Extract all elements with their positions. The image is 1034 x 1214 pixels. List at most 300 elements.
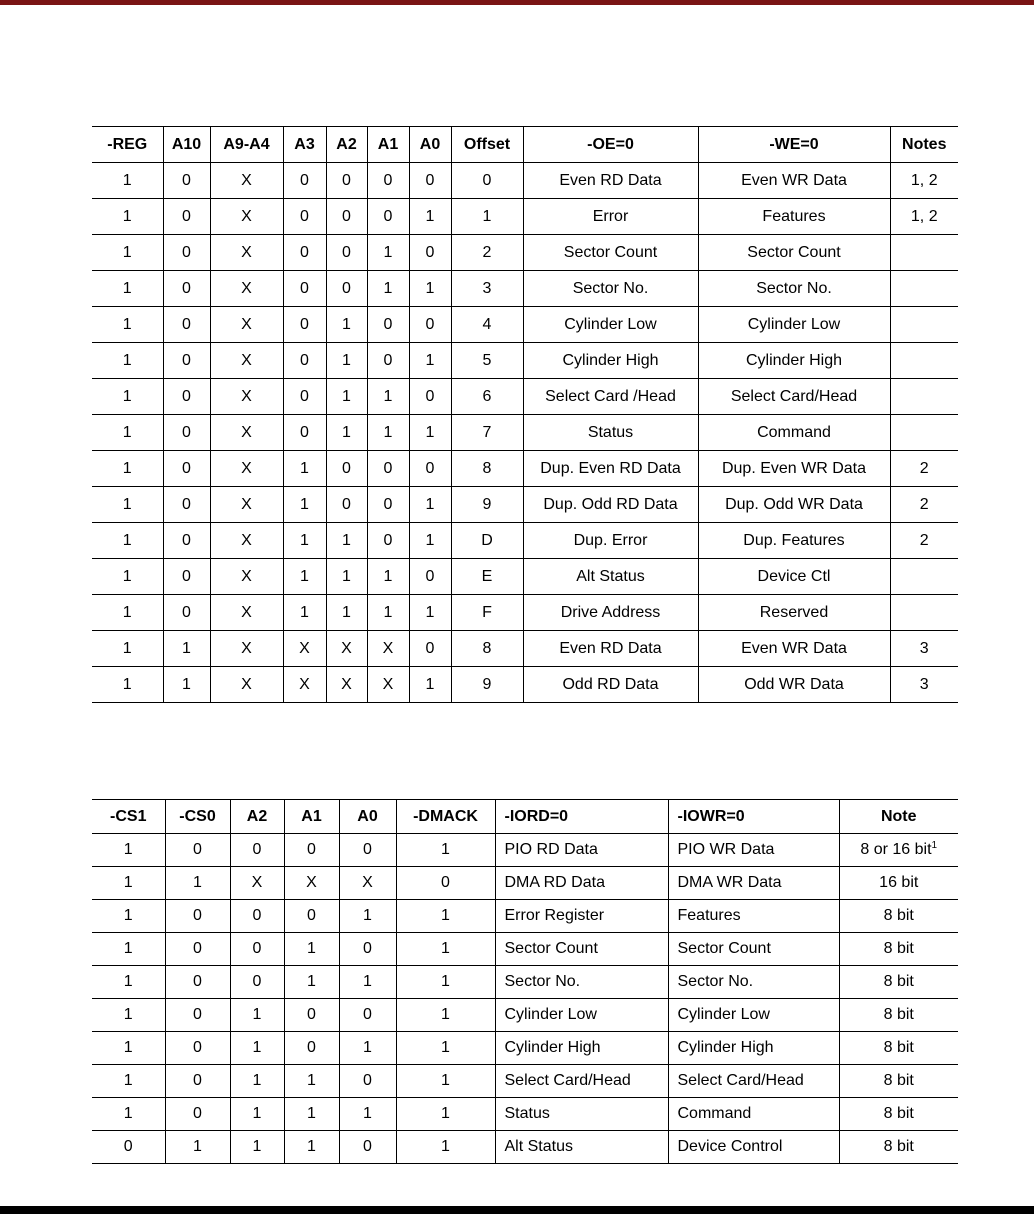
table-row bbox=[92, 1131, 958, 1164]
table-cell: Command bbox=[698, 415, 890, 451]
table-cell: X bbox=[210, 631, 283, 667]
table-cell: 1 bbox=[92, 966, 165, 999]
table-cell: 1 bbox=[92, 1098, 165, 1131]
table-cell bbox=[890, 343, 958, 379]
table-cell: 0 bbox=[367, 451, 409, 487]
table-cell: 0 bbox=[163, 415, 210, 451]
table-cell: X bbox=[210, 487, 283, 523]
table-cell: 2 bbox=[890, 523, 958, 559]
column-header: A2 bbox=[230, 800, 284, 834]
table-cell: Even RD Data bbox=[523, 163, 698, 199]
table-cell: X bbox=[367, 667, 409, 703]
table-cell: 1 bbox=[367, 595, 409, 631]
table-cell: 1 bbox=[326, 343, 367, 379]
table-cell: 1 bbox=[409, 595, 451, 631]
table-row bbox=[92, 667, 958, 703]
table-cell: 5 bbox=[451, 343, 523, 379]
table-cell: Cylinder Low bbox=[668, 999, 839, 1032]
table-cell: 3 bbox=[451, 271, 523, 307]
footnote-marker: 1 bbox=[931, 840, 938, 851]
table-cell: F bbox=[451, 595, 523, 631]
table-cell: X bbox=[210, 667, 283, 703]
table-cell: Cylinder High bbox=[698, 343, 890, 379]
table-cell: 1 bbox=[409, 667, 451, 703]
column-header: -WE=0 bbox=[698, 127, 890, 163]
table-cell: Features bbox=[668, 900, 839, 933]
table-row bbox=[92, 933, 958, 966]
bottom-rule bbox=[0, 1206, 1034, 1214]
table-cell: 1 bbox=[92, 379, 163, 415]
table-cell: 0 bbox=[283, 379, 326, 415]
table-cell: Dup. Even WR Data bbox=[698, 451, 890, 487]
table-cell: 0 bbox=[283, 343, 326, 379]
table-cell: 1 bbox=[92, 523, 163, 559]
table-header-row bbox=[92, 800, 958, 834]
table-cell: 0 bbox=[163, 199, 210, 235]
table-cell: 1 bbox=[283, 523, 326, 559]
table-cell: 0 bbox=[163, 523, 210, 559]
table-cell: Sector No. bbox=[668, 966, 839, 999]
table-cell: 9 bbox=[451, 667, 523, 703]
column-header: -CS1 bbox=[92, 800, 165, 834]
table-cell: 8 bit bbox=[839, 933, 958, 966]
table-cell: X bbox=[326, 631, 367, 667]
table-row bbox=[92, 451, 958, 487]
table-cell: 0 bbox=[163, 595, 210, 631]
table-cell: 0 bbox=[409, 163, 451, 199]
table-cell: 0 bbox=[165, 1098, 230, 1131]
table-cell: 0 bbox=[396, 867, 495, 900]
table-cell: 0 bbox=[326, 199, 367, 235]
table-cell: Sector Count bbox=[698, 235, 890, 271]
table-cell: 0 bbox=[163, 235, 210, 271]
table-cell: X bbox=[210, 343, 283, 379]
table-cell: PIO RD Data bbox=[495, 834, 668, 867]
table-cell: 1 bbox=[367, 379, 409, 415]
table-cell: 0 bbox=[165, 999, 230, 1032]
table-row bbox=[92, 307, 958, 343]
table-cell: 0 bbox=[339, 999, 396, 1032]
table-row bbox=[92, 867, 958, 900]
table-cell: 0 bbox=[92, 1131, 165, 1164]
table-cell: X bbox=[230, 867, 284, 900]
table-cell: 0 bbox=[163, 307, 210, 343]
table-cell: Odd WR Data bbox=[698, 667, 890, 703]
table-cell: 7 bbox=[451, 415, 523, 451]
table-cell: 1 bbox=[165, 1131, 230, 1164]
table-cell: D bbox=[451, 523, 523, 559]
table-cell: 1 bbox=[396, 999, 495, 1032]
table-cell bbox=[890, 559, 958, 595]
table-row bbox=[92, 900, 958, 933]
table-cell: 8 bbox=[451, 631, 523, 667]
table-row bbox=[92, 595, 958, 631]
table-cell: DMA RD Data bbox=[495, 867, 668, 900]
table-cell bbox=[890, 271, 958, 307]
table-cell: 0 bbox=[409, 235, 451, 271]
table-cell: Command bbox=[668, 1098, 839, 1131]
table-row bbox=[92, 1032, 958, 1065]
table-cell: Cylinder Low bbox=[495, 999, 668, 1032]
table-cell: 1 bbox=[92, 595, 163, 631]
table-cell: 0 bbox=[284, 999, 339, 1032]
table-cell: 1 bbox=[284, 1098, 339, 1131]
column-header: A3 bbox=[283, 127, 326, 163]
table-cell: Features bbox=[698, 199, 890, 235]
table-cell: 1 bbox=[326, 307, 367, 343]
column-header: -CS0 bbox=[165, 800, 230, 834]
table-cell: Sector No. bbox=[698, 271, 890, 307]
table-row bbox=[92, 631, 958, 667]
table-cell: 0 bbox=[230, 900, 284, 933]
table-row bbox=[92, 415, 958, 451]
table-cell: 1, 2 bbox=[890, 199, 958, 235]
table-cell: PIO WR Data bbox=[668, 834, 839, 867]
table-cell: X bbox=[339, 867, 396, 900]
table-cell: 0 bbox=[409, 379, 451, 415]
table-cell: X bbox=[367, 631, 409, 667]
table-cell: 1 bbox=[163, 667, 210, 703]
table-cell: 0 bbox=[163, 271, 210, 307]
table-cell: 0 bbox=[367, 307, 409, 343]
table-cell: 8 bit bbox=[839, 1065, 958, 1098]
table-cell: Alt Status bbox=[523, 559, 698, 595]
table-cell: Status bbox=[495, 1098, 668, 1131]
table-cell: Select Card/Head bbox=[495, 1065, 668, 1098]
table-row bbox=[92, 343, 958, 379]
column-header: -REG bbox=[92, 127, 163, 163]
table-cell: 1 bbox=[339, 1032, 396, 1065]
column-header: -IORD=0 bbox=[495, 800, 668, 834]
column-header: A10 bbox=[163, 127, 210, 163]
table-cell: 0 bbox=[284, 900, 339, 933]
table-cell: X bbox=[283, 631, 326, 667]
table-cell: Dup. Odd WR Data bbox=[698, 487, 890, 523]
column-header: A1 bbox=[284, 800, 339, 834]
table-cell: 0 bbox=[326, 487, 367, 523]
table-cell: 1 bbox=[92, 343, 163, 379]
column-header: A0 bbox=[409, 127, 451, 163]
table-cell: Error bbox=[523, 199, 698, 235]
table-cell: 1 bbox=[163, 631, 210, 667]
table-cell: 1 bbox=[326, 595, 367, 631]
table-cell: Select Card/Head bbox=[668, 1065, 839, 1098]
table-cell: 1 bbox=[326, 523, 367, 559]
table-cell: Select Card/Head bbox=[698, 379, 890, 415]
table-cell: 1 bbox=[92, 199, 163, 235]
table-cell: 3 bbox=[890, 631, 958, 667]
table-cell: 0 bbox=[283, 415, 326, 451]
table-row bbox=[92, 1065, 958, 1098]
table-cell: 8 bit bbox=[839, 1098, 958, 1131]
table-cell: 4 bbox=[451, 307, 523, 343]
table-cell: Dup. Odd RD Data bbox=[523, 487, 698, 523]
table-cell: 0 bbox=[230, 834, 284, 867]
table-cell: 2 bbox=[890, 451, 958, 487]
table-cell: 1 bbox=[396, 1131, 495, 1164]
table-cell: 1 bbox=[92, 1065, 165, 1098]
table-cell: X bbox=[210, 307, 283, 343]
top-rule bbox=[0, 0, 1034, 5]
table-cell bbox=[890, 235, 958, 271]
table-cell bbox=[839, 834, 958, 867]
table-row bbox=[92, 1098, 958, 1131]
table-cell: 0 bbox=[409, 307, 451, 343]
table-cell: 0 bbox=[326, 271, 367, 307]
table-cell: X bbox=[210, 235, 283, 271]
table-cell: 1 bbox=[396, 834, 495, 867]
column-header: A2 bbox=[326, 127, 367, 163]
table-cell: 0 bbox=[165, 1065, 230, 1098]
column-header: -IOWR=0 bbox=[668, 800, 839, 834]
table-cell: 1 bbox=[92, 933, 165, 966]
table-cell: 0 bbox=[284, 834, 339, 867]
table-cell: 1 bbox=[396, 1065, 495, 1098]
table-cell: 0 bbox=[165, 1032, 230, 1065]
table-cell: 0 bbox=[451, 163, 523, 199]
table-cell: 0 bbox=[367, 523, 409, 559]
table-cell: 0 bbox=[409, 451, 451, 487]
table-cell: 1 bbox=[92, 163, 163, 199]
table-cell: 0 bbox=[283, 235, 326, 271]
table-cell: 1 bbox=[92, 834, 165, 867]
table-cell: 1 bbox=[92, 415, 163, 451]
table-cell: 1 bbox=[409, 523, 451, 559]
table-cell: X bbox=[210, 451, 283, 487]
table-cell: 1 bbox=[339, 900, 396, 933]
table-cell: 1 bbox=[326, 415, 367, 451]
table-cell: E bbox=[451, 559, 523, 595]
table-cell: X bbox=[284, 867, 339, 900]
table-cell: 0 bbox=[326, 235, 367, 271]
table-row bbox=[92, 271, 958, 307]
table-cell: Status bbox=[523, 415, 698, 451]
table-cell: 1 bbox=[92, 451, 163, 487]
table-cell: Sector Count bbox=[523, 235, 698, 271]
table-cell: Even WR Data bbox=[698, 163, 890, 199]
table-cell: 1 bbox=[92, 900, 165, 933]
table-cell bbox=[890, 595, 958, 631]
table-cell bbox=[890, 307, 958, 343]
table-cell: 0 bbox=[339, 1065, 396, 1098]
table-cell: 1 bbox=[283, 487, 326, 523]
table-cell: 1 bbox=[230, 1032, 284, 1065]
table-cell: 1 bbox=[284, 966, 339, 999]
table-cell: 0 bbox=[230, 933, 284, 966]
column-header: A1 bbox=[367, 127, 409, 163]
table-cell: 0 bbox=[163, 379, 210, 415]
table-cell: 0 bbox=[367, 343, 409, 379]
table-cell: 1 bbox=[367, 235, 409, 271]
table-cell: 1 bbox=[230, 1065, 284, 1098]
table-cell: 1 bbox=[283, 559, 326, 595]
table-row bbox=[92, 199, 958, 235]
table-cell: Dup. Even RD Data bbox=[523, 451, 698, 487]
table-cell: X bbox=[210, 199, 283, 235]
table-cell: Drive Address bbox=[523, 595, 698, 631]
table-cell: 9 bbox=[451, 487, 523, 523]
table-cell: X bbox=[326, 667, 367, 703]
table-cell: 1 bbox=[409, 487, 451, 523]
table-cell: Sector No. bbox=[495, 966, 668, 999]
table-cell: Cylinder Low bbox=[698, 307, 890, 343]
table-cell: 0 bbox=[163, 451, 210, 487]
table-cell: Cylinder High bbox=[495, 1032, 668, 1065]
table-cell: 1 bbox=[396, 900, 495, 933]
table-cell: 1 bbox=[367, 271, 409, 307]
table-cell: 1 bbox=[396, 966, 495, 999]
table-cell: 1 bbox=[92, 559, 163, 595]
table-cell: 1 bbox=[326, 379, 367, 415]
table-cell: 1 bbox=[409, 415, 451, 451]
table-cell: Alt Status bbox=[495, 1131, 668, 1164]
table-cell: 0 bbox=[163, 163, 210, 199]
table-cell: Even RD Data bbox=[523, 631, 698, 667]
table-cell: 8 bit bbox=[839, 966, 958, 999]
table-cell: 1 bbox=[92, 631, 163, 667]
table-cell: 1 bbox=[326, 559, 367, 595]
table-cell: X bbox=[210, 559, 283, 595]
table-cell: 3 bbox=[890, 667, 958, 703]
table-cell: 0 bbox=[339, 933, 396, 966]
table-cell: 0 bbox=[409, 559, 451, 595]
table-cell: 1 bbox=[92, 867, 165, 900]
table-cell: Error Register bbox=[495, 900, 668, 933]
table-cell: 8 bit bbox=[839, 900, 958, 933]
table-cell: 0 bbox=[165, 933, 230, 966]
table-row bbox=[92, 523, 958, 559]
column-header: -OE=0 bbox=[523, 127, 698, 163]
table-cell: 1 bbox=[451, 199, 523, 235]
table-cell: 0 bbox=[367, 163, 409, 199]
table-cell: Reserved bbox=[698, 595, 890, 631]
table-cell: 1 bbox=[396, 1032, 495, 1065]
cell-text: 8 or 16 bit bbox=[860, 841, 932, 858]
table-cell: 0 bbox=[163, 487, 210, 523]
table-cell: X bbox=[210, 415, 283, 451]
column-header: Note bbox=[839, 800, 958, 834]
table-cell: 0 bbox=[326, 163, 367, 199]
table-cell: 1 bbox=[339, 966, 396, 999]
table-cell: Cylinder High bbox=[668, 1032, 839, 1065]
table-cell: 1 bbox=[92, 307, 163, 343]
table-cell: Odd RD Data bbox=[523, 667, 698, 703]
table-cell: 1 bbox=[396, 933, 495, 966]
table-cell: Sector No. bbox=[523, 271, 698, 307]
table-cell: 1 bbox=[230, 1131, 284, 1164]
table-cell: 0 bbox=[367, 199, 409, 235]
table-cell: 1 bbox=[92, 487, 163, 523]
table-cell: Even WR Data bbox=[698, 631, 890, 667]
table-row bbox=[92, 834, 958, 867]
table-cell: 0 bbox=[283, 271, 326, 307]
table-cell: Dup. Error bbox=[523, 523, 698, 559]
table-cell: 0 bbox=[326, 451, 367, 487]
table-cell bbox=[890, 415, 958, 451]
table-cell: 1 bbox=[409, 199, 451, 235]
table-row bbox=[92, 487, 958, 523]
column-header: A0 bbox=[339, 800, 396, 834]
table-header-row bbox=[92, 127, 958, 163]
table-cell: X bbox=[283, 667, 326, 703]
table-cell: 1 bbox=[283, 451, 326, 487]
memory-register-table bbox=[92, 126, 958, 703]
table-cell: Device Control bbox=[668, 1131, 839, 1164]
table-cell: 0 bbox=[165, 900, 230, 933]
table-cell: Device Ctl bbox=[698, 559, 890, 595]
table-cell: 0 bbox=[283, 307, 326, 343]
table-cell: 1 bbox=[92, 667, 163, 703]
table-cell: 8 bit bbox=[839, 1032, 958, 1065]
table-cell: 0 bbox=[283, 199, 326, 235]
table-cell: 8 bit bbox=[839, 999, 958, 1032]
table-cell: 0 bbox=[163, 559, 210, 595]
table-cell: 1 bbox=[283, 595, 326, 631]
table-cell: 0 bbox=[339, 834, 396, 867]
table-cell: 1 bbox=[230, 999, 284, 1032]
column-header: Offset bbox=[451, 127, 523, 163]
table-row bbox=[92, 966, 958, 999]
table-cell: 1 bbox=[409, 271, 451, 307]
column-header: A9-A4 bbox=[210, 127, 283, 163]
table-cell: 1 bbox=[92, 235, 163, 271]
table-cell: X bbox=[210, 523, 283, 559]
table-cell: Cylinder High bbox=[523, 343, 698, 379]
table-row bbox=[92, 559, 958, 595]
table-cell: 0 bbox=[165, 834, 230, 867]
table-cell bbox=[890, 379, 958, 415]
table-cell: 8 bit bbox=[839, 1131, 958, 1164]
table-cell: DMA WR Data bbox=[668, 867, 839, 900]
table-cell: 0 bbox=[163, 343, 210, 379]
table-cell: 1 bbox=[165, 867, 230, 900]
table-cell: 1 bbox=[409, 343, 451, 379]
table-cell: 1, 2 bbox=[890, 163, 958, 199]
table-cell: X bbox=[210, 595, 283, 631]
table-cell: 1 bbox=[284, 1065, 339, 1098]
table-cell: 1 bbox=[367, 415, 409, 451]
table-cell: 1 bbox=[339, 1098, 396, 1131]
table-cell: Sector Count bbox=[495, 933, 668, 966]
table-cell: X bbox=[210, 271, 283, 307]
table-cell: Select Card /Head bbox=[523, 379, 698, 415]
table-cell: 0 bbox=[284, 1032, 339, 1065]
table-cell: 0 bbox=[165, 966, 230, 999]
table-cell: Cylinder Low bbox=[523, 307, 698, 343]
table-cell: 6 bbox=[451, 379, 523, 415]
table-row bbox=[92, 379, 958, 415]
table-cell: 1 bbox=[230, 1098, 284, 1131]
column-header: Notes bbox=[890, 127, 958, 163]
table-cell: Sector Count bbox=[668, 933, 839, 966]
table-cell: 1 bbox=[284, 1131, 339, 1164]
table-cell: Dup. Features bbox=[698, 523, 890, 559]
table-row bbox=[92, 235, 958, 271]
table-cell: 0 bbox=[230, 966, 284, 999]
table-row bbox=[92, 999, 958, 1032]
io-register-table bbox=[92, 799, 958, 1164]
table-cell: 2 bbox=[890, 487, 958, 523]
table-cell: 1 bbox=[367, 559, 409, 595]
table-cell: 0 bbox=[283, 163, 326, 199]
table-cell: 1 bbox=[92, 271, 163, 307]
table-row bbox=[92, 163, 958, 199]
table-cell: 2 bbox=[451, 235, 523, 271]
table-cell: 8 bbox=[451, 451, 523, 487]
table-cell: 16 bit bbox=[839, 867, 958, 900]
table-cell: 1 bbox=[396, 1098, 495, 1131]
table-cell: 1 bbox=[284, 933, 339, 966]
